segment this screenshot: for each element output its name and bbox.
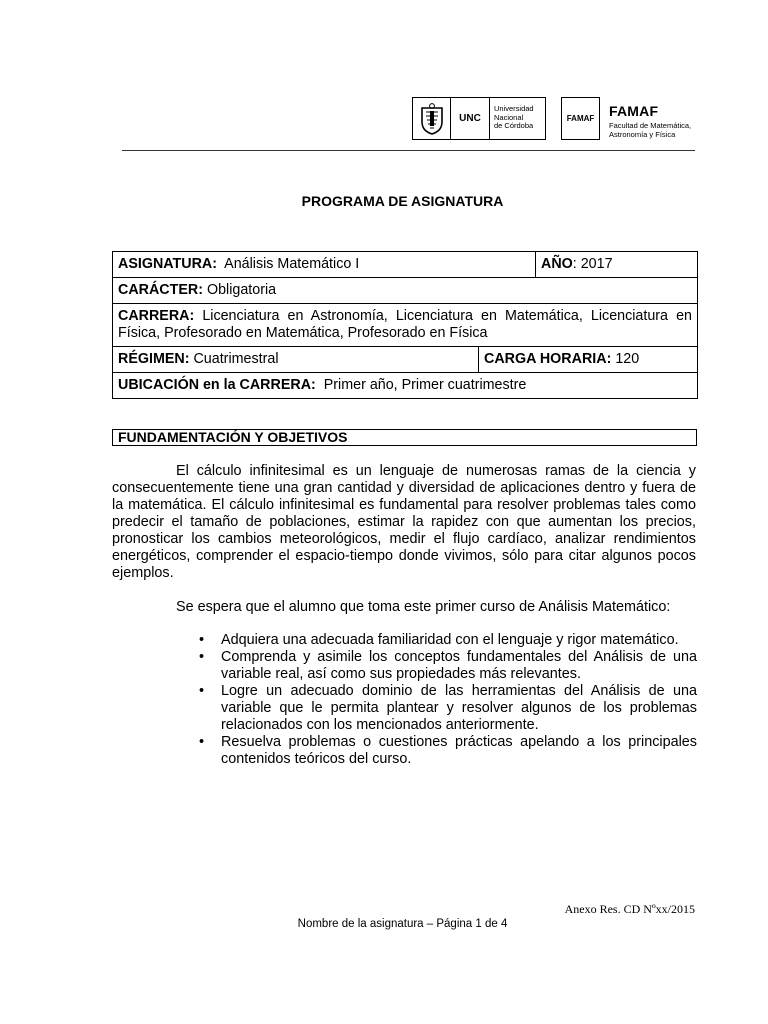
page-footer: Nombre de la asignatura – Página 1 de 4 [297,918,508,930]
unc-seal-icon [413,98,451,139]
list-item: • Adquiera una adecuada familiaridad con el lenguaje y rigor matemático. [199,632,679,648]
asignatura-cell: ASIGNATURA: Análisis Matemático I [113,252,536,278]
regimen-cell: RÉGIMEN: Cuatrimestral [113,347,479,373]
caracter-row [113,278,698,304]
list-item: • Resuelva problemas o cuestiones prácticas apelando a los principales contenidos teóricos del curso. [199,734,697,767]
header-divider [122,150,695,151]
ubicacion-row [113,373,698,399]
carrera-row [113,304,698,347]
unc-logo [412,97,546,140]
list-item: • Logre un adecuado dominio de las herramientas del Análisis de una variable que le permita plantear y resolver algunos de los problemas relacionados con los mencionados anteriormente. [199,683,697,733]
anio-cell: AÑO: 2017 [536,252,698,278]
caracter-value: Obligatoria [206,282,277,298]
ubicacion-cell: UBICACIÓN en la CARRERA: Primer año, Primer cuatrimestre [113,373,698,399]
carrera-cell: CARRERA: Licenciatura en Astronomía, Licenciatura en Matemática, Licenciatura en Física, Profesorado en Matemática, Profesorado en Física [113,304,698,347]
bullet-icon: • [199,632,205,648]
unc-university-name: Universidad Nacional de Córdoba [494,104,534,130]
regimen-row [113,347,698,373]
anio-value: : 2017 [572,256,613,272]
paragraph-fundamentacion: El cálculo infinitesimal es un lenguaje de numerosas ramas de la ciencia y consecuentemente tiene una gran cantidad y diversidad de aplicaciones dentro y fuera de la matemática. El cálculo infinitesimal es fundamental para resolver problemas tales como predecir el tamaño de poblaciones, estimar la rapidez con que aumentan los precios, pronosticar los cambios meteorológicos, medir el flujo cardíaco, analizar rendimientos energéticos, comprender el espacio-tiempo donde vivimos, sólo para citar algunos pocos ejemplos. [112,463,696,581]
carga-horaria-value: 120 [615,351,640,367]
famaf-title: FAMAF [609,103,659,119]
caracter-cell: CARÁCTER: Obligatoria [113,278,698,304]
paragraph-objetivos-intro: Se espera que el alumno que toma este primer curso de Análisis Matemático: [176,599,671,615]
unc-abbreviation: UNC [451,98,490,139]
page-title: PROGRAMA DE ASIGNATURA [301,193,504,209]
bullet-icon: • [199,649,205,665]
bullet-icon: • [199,734,205,750]
course-info-table [112,251,698,399]
annex-reference: Anexo Res. CD Nºxx/2015 [564,902,695,916]
objectives-list [197,632,697,768]
list-item: • Comprenda y asimile los conceptos fundamentales del Análisis de una variable real, así como sus propiedades más relevantes. [199,649,697,682]
carrera-value: Licenciatura en Astronomía, Licenciatura en Matemática, Licenciatura en Física, Profesorado en Matemática, Profesorado en Física [118,308,692,341]
carga-horaria-cell: CARGA HORARIA: 120 [479,347,698,373]
regimen-value: Cuatrimestral [193,351,279,367]
famaf-logo-box: FAMAF [561,97,600,140]
bullet-icon: • [199,683,205,699]
asignatura-row [113,252,698,278]
ubicacion-value: Primer año, Primer cuatrimestre [323,377,527,393]
asignatura-value: Análisis Matemático I [224,256,360,272]
famaf-subtitle: Facultad de Matemática, Astronomía y Física [609,121,692,139]
section-heading: FUNDAMENTACIÓN Y OBJETIVOS [112,429,697,446]
